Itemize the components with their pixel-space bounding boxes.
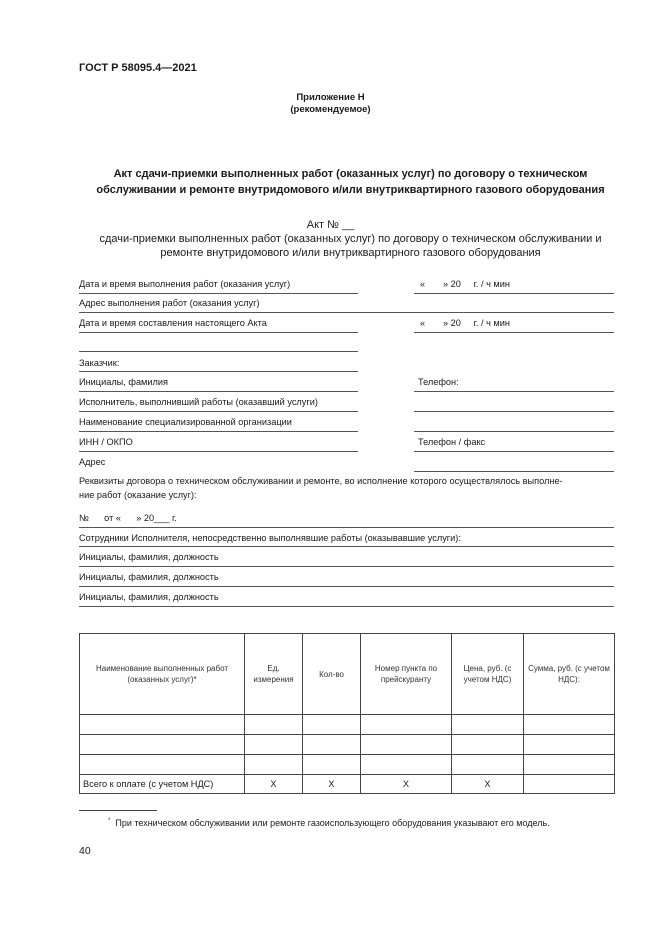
appendix-title: Приложение Н xyxy=(296,92,365,103)
act-datetime-value[interactable]: » 20 г. / ч мин xyxy=(443,318,510,328)
org-name-right-line xyxy=(414,431,614,432)
col-header-qty: Кол-во xyxy=(303,634,361,715)
customer-line xyxy=(79,371,358,372)
table-cell[interactable] xyxy=(80,715,245,735)
contractor-right-line xyxy=(414,411,614,412)
table-cell[interactable] xyxy=(80,735,245,755)
total-cell: X xyxy=(361,775,452,794)
table-cell[interactable] xyxy=(303,735,361,755)
act-subtitle xyxy=(70,233,631,260)
col-header-unit: Ед. измерения xyxy=(245,634,303,715)
total-cell: X xyxy=(303,775,361,794)
table-cell[interactable] xyxy=(80,755,245,775)
col-header-name: Наименование выполненных работ (оказанных услуг)* xyxy=(80,634,245,715)
table-cell[interactable] xyxy=(361,755,452,775)
staff-label: Сотрудники Исполнителя, непосредственно выполнявшие работы (оказывавшие услуги): xyxy=(79,533,461,543)
table-cell[interactable] xyxy=(361,715,452,735)
phone-fax-line[interactable] xyxy=(414,451,614,452)
customer-name-line[interactable] xyxy=(79,391,358,392)
act-datetime-value-line xyxy=(414,332,614,333)
phone-fax-label: Телефон / факс xyxy=(418,437,486,447)
org-name-line[interactable] xyxy=(79,431,358,432)
act-datetime-line xyxy=(79,332,358,333)
act-subtitle-line2: ремонте внутридомового и/или внутриквартирного газового оборудования xyxy=(160,246,541,259)
col-header-price: Цена, руб. (с учетом НДС) xyxy=(452,634,524,715)
table-header-row xyxy=(80,634,615,715)
document-title-line1: Акт сдачи-приемки выполненных работ (оказанных услуг) по договору о техническом xyxy=(113,168,588,180)
staff-row: Инициалы, фамилия, должность xyxy=(79,592,219,602)
total-label: Всего к оплате (с учетом НДС) xyxy=(80,775,245,794)
document-title-line2: обслуживании и ремонте внутридомового и/или внутриквартирного газового оборудования xyxy=(96,184,605,196)
work-datetime-label: Дата и время выполнения работ (оказания услуг) xyxy=(79,279,291,289)
work-datetime-value-line xyxy=(414,293,614,294)
inn-label: ИНН / ОКПО xyxy=(79,437,133,447)
table-cell[interactable] xyxy=(452,735,524,755)
total-cell: X xyxy=(245,775,303,794)
footnote-marker: * xyxy=(108,818,111,824)
table-cell[interactable] xyxy=(524,755,615,775)
table-cell[interactable] xyxy=(303,715,361,735)
table-cell[interactable] xyxy=(245,755,303,775)
document-title xyxy=(60,166,641,198)
table-row xyxy=(80,755,615,775)
act-number: Акт № __ xyxy=(306,219,355,231)
table-cell[interactable] xyxy=(361,735,452,755)
standard-code: ГОСТ Р 58095.4—2021 xyxy=(79,62,197,74)
work-address-line[interactable] xyxy=(79,312,614,313)
table-row xyxy=(80,715,615,735)
contract-number-line xyxy=(79,527,614,528)
table-cell[interactable] xyxy=(524,735,615,755)
staff-row-line[interactable] xyxy=(79,566,614,567)
address-right-line[interactable] xyxy=(414,471,614,472)
phone-line[interactable] xyxy=(414,391,614,392)
customer-name-label: Инициалы, фамилия xyxy=(79,377,168,387)
table-cell[interactable] xyxy=(303,755,361,775)
total-cell: X xyxy=(452,775,524,794)
contract-requisites-line1: Реквизиты договора о техническом обслуживании и ремонте, во исполнение которого осуществлялось выполне- xyxy=(79,476,563,486)
contractor-line xyxy=(79,411,358,412)
table-cell[interactable] xyxy=(452,715,524,735)
work-address-label: Адрес выполнения работ (оказания услуг) xyxy=(79,298,260,308)
table-row xyxy=(80,735,615,755)
col-header-price-item: Номер пункта по прейскуранту xyxy=(361,634,452,715)
footnote xyxy=(108,818,550,828)
act-datetime-label: Дата и время составления настоящего Акта xyxy=(79,318,267,328)
table-cell[interactable] xyxy=(245,715,303,735)
staff-row-line[interactable] xyxy=(79,606,614,607)
contract-number[interactable]: № от « » 20___ г. xyxy=(79,513,177,523)
page-number: 40 xyxy=(79,845,91,857)
total-sum-cell[interactable] xyxy=(524,775,615,794)
contract-requisites-line2: ние работ (оказание услуг): xyxy=(79,490,197,500)
inn-line[interactable] xyxy=(79,451,358,452)
table-cell[interactable] xyxy=(452,755,524,775)
staff-row: Инициалы, фамилия, должность xyxy=(79,572,219,582)
services-table xyxy=(79,633,615,794)
table-cell[interactable] xyxy=(524,715,615,735)
phone-label: Телефон: xyxy=(418,377,459,387)
customer-label: Заказчик: xyxy=(79,358,120,368)
act-subtitle-line1: сдачи-приемки выполненных работ (оказанных услуг) по договору о техническом обслуживании и xyxy=(99,233,602,245)
blank-line xyxy=(79,351,358,352)
footnote-divider xyxy=(79,810,157,811)
contract-requisites xyxy=(79,475,614,501)
org-name-label: Наименование специализированной организации xyxy=(79,417,292,427)
staff-row: Инициалы, фамилия, должность xyxy=(79,552,219,562)
col-header-sum: Сумма, руб. (с учетом НДС): xyxy=(524,634,615,715)
work-datetime-value[interactable]: » 20 г. / ч мин xyxy=(443,279,510,289)
work-datetime-quote: « xyxy=(420,279,426,289)
appendix-note: (рекомендуемое) xyxy=(290,104,371,115)
act-datetime-quote: « xyxy=(420,318,426,328)
footnote-text: При техническом обслуживании или ремонте газоиспользующего оборудования указывают его модель. xyxy=(115,818,550,828)
contractor-label: Исполнитель, выполнивший работы (оказавший услуги) xyxy=(79,397,318,407)
work-datetime-line xyxy=(79,293,358,294)
staff-line xyxy=(79,546,614,547)
address-label: Адрес xyxy=(79,457,106,467)
table-total-row xyxy=(80,775,615,794)
staff-row-line[interactable] xyxy=(79,586,614,587)
table-cell[interactable] xyxy=(245,735,303,755)
